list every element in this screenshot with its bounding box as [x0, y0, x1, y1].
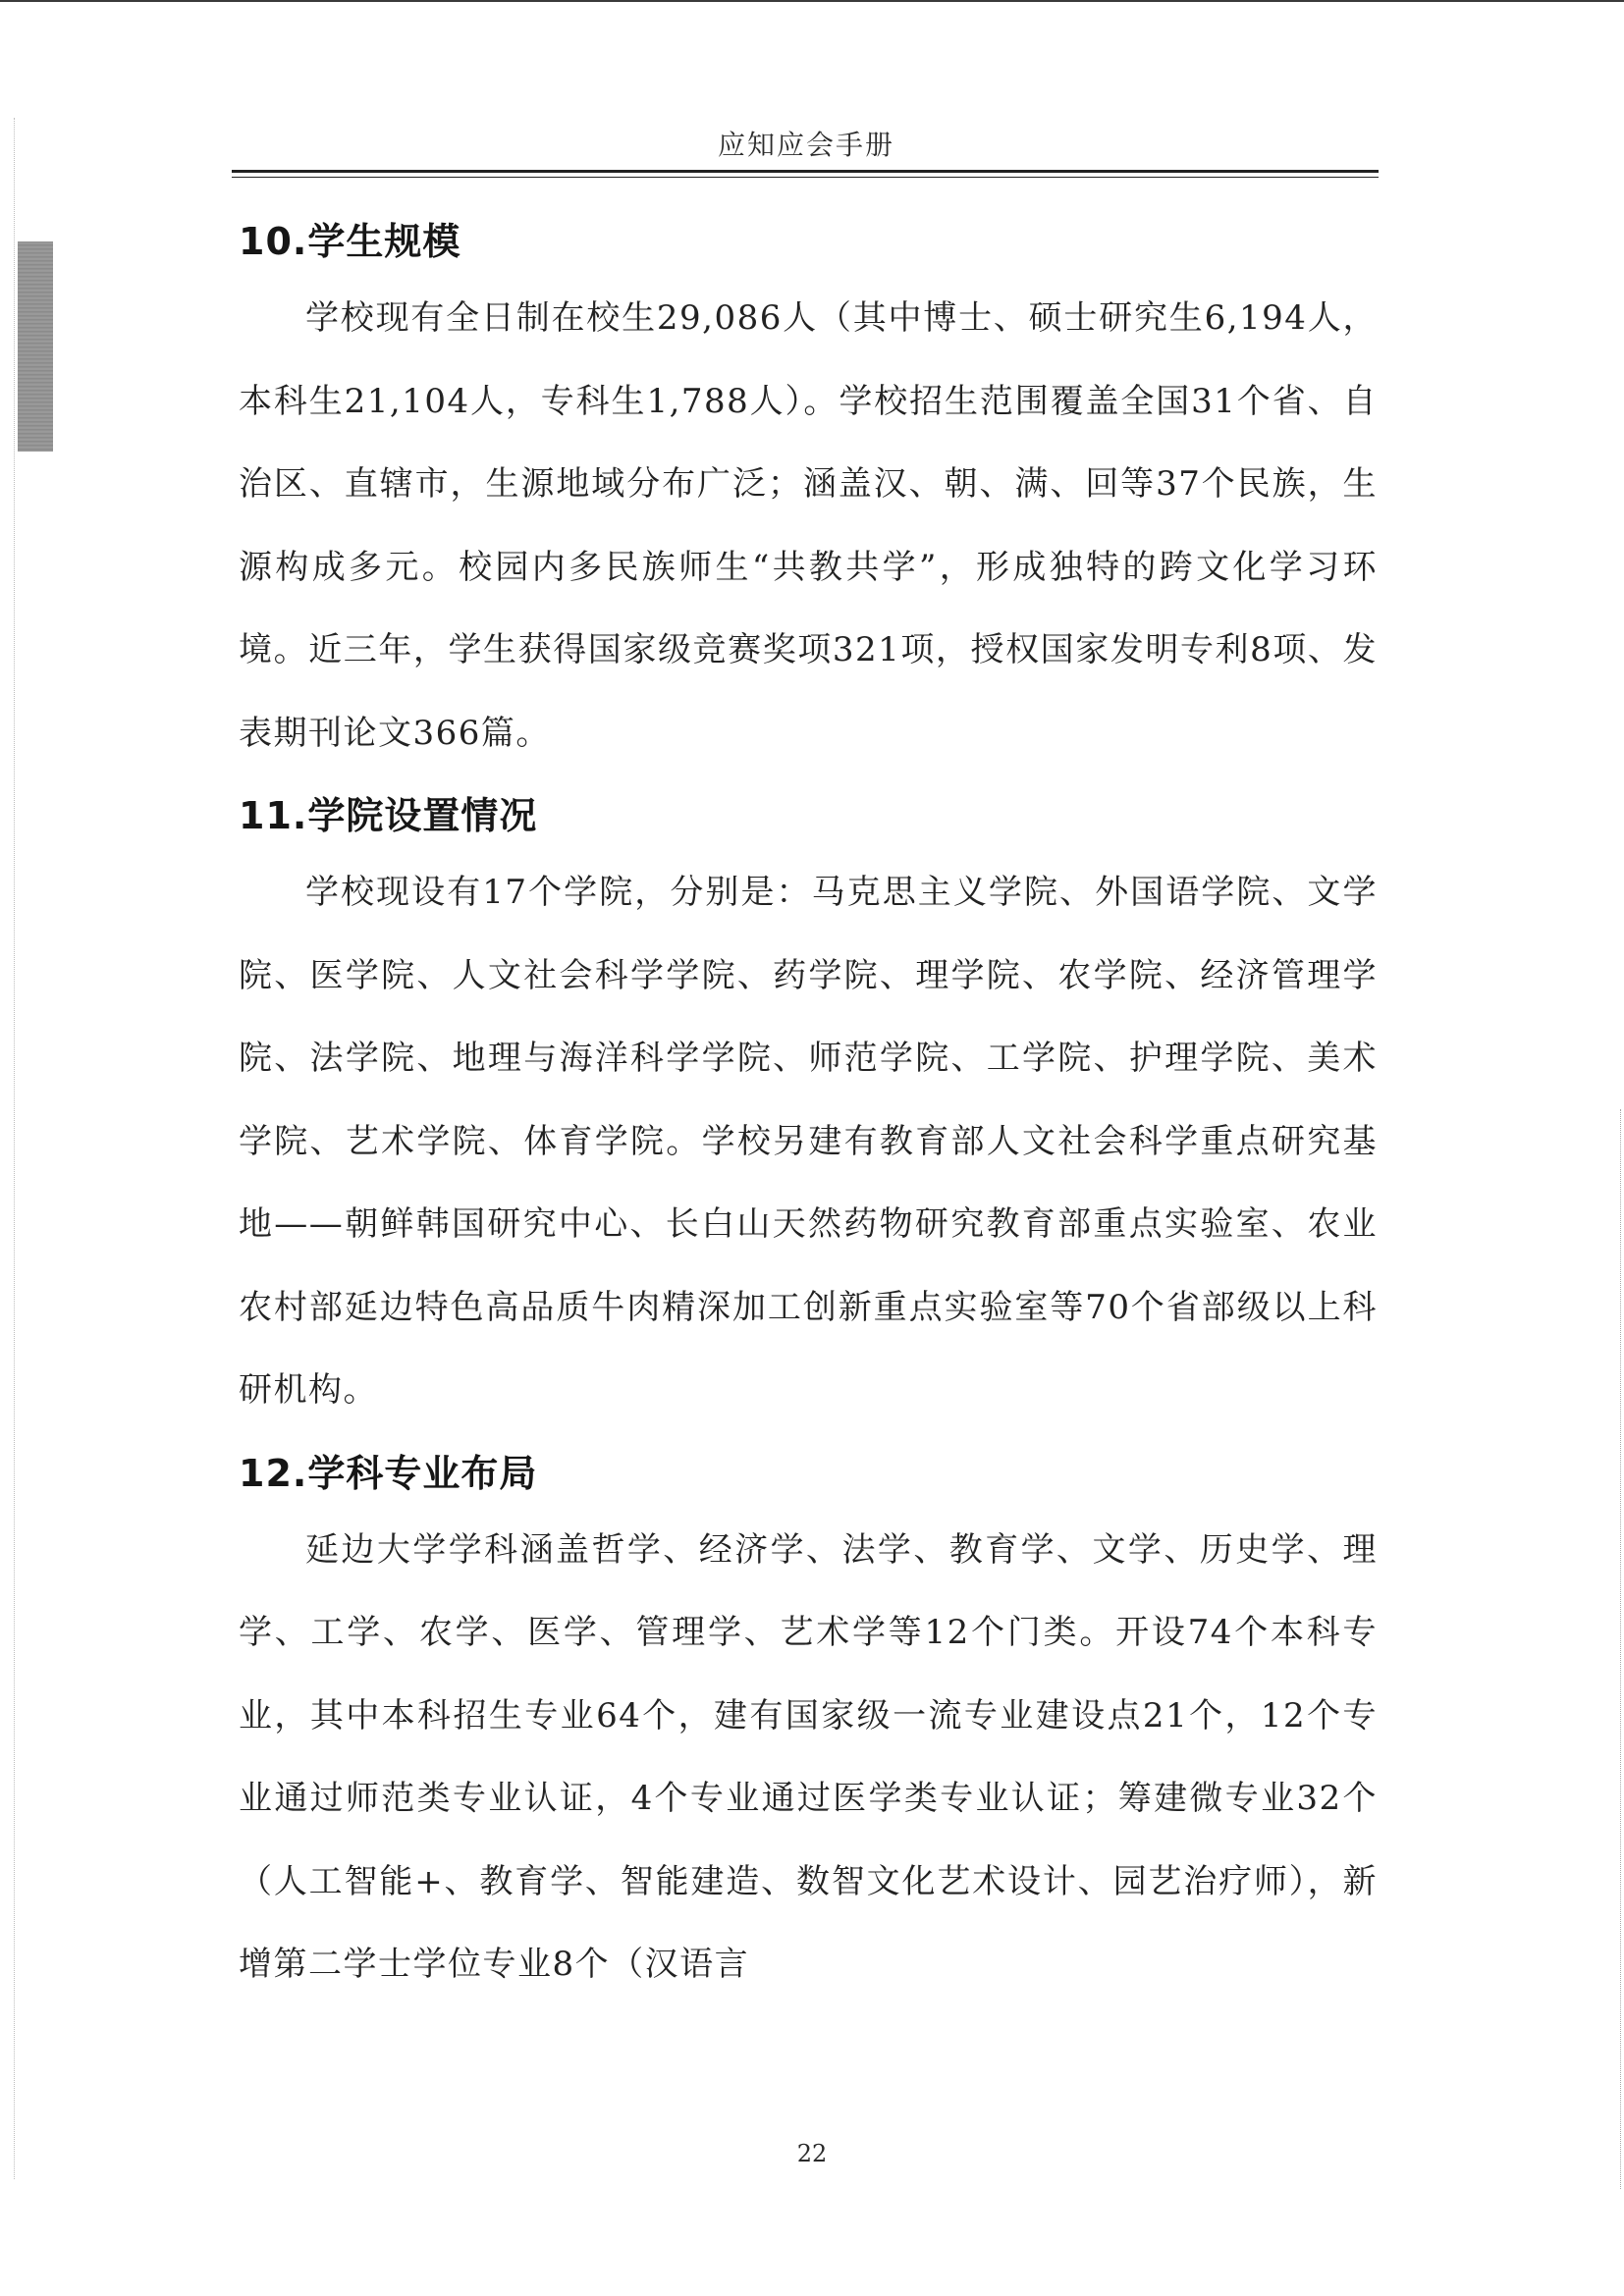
section-college-setup: [239, 780, 1378, 1432]
scan-left-margin-dots: [14, 118, 16, 2179]
page-content: [239, 206, 1378, 2012]
header-rule-thick: [232, 170, 1379, 173]
scan-right-margin-dots: [1620, 1109, 1622, 2189]
section-heading: 10.学生规模: [239, 220, 461, 263]
section-paragraph: 学校现有全日制在校生29,086人（其中博士、硕士研究生6,194人，本科生21,104人，专科生1,788人）。学校招生范围覆盖全国31个省、自治区、直辖市，生源地域分布广泛；涵盖汉、朝、满、回等37个民族，生源构成多元。校园内多民族师生“共教共学”，形成独特的跨文化学习环境。近三年，学生获得国家级竞赛奖项321项，授权国家发明专利8项、发表期刊论文366篇。: [239, 298, 1378, 753]
section-student-scale: [239, 206, 1378, 774]
section-paragraph: 延边大学学科涵盖哲学、经济学、法学、教育学、文学、历史学、理学、工学、农学、医学、管理学、艺术学等12个门类。开设74个本科专业，其中本科招生专业64个，建有国家级一流专业建设点21个，12个专业通过师范类专业认证，4个专业通过医学类专业认证；筹建微专业32个（人工智能+、教育学、智能建造、数智文化艺术设计、园艺治疗师），新增第二学士学位专业8个（汉语言: [239, 1529, 1378, 1984]
section-paragraph: 学校现设有17个学院，分别是：马克思主义学院、外国语学院、文学院、医学院、人文社会科学学院、药学院、理学院、农学院、经济管理学院、法学院、地理与海洋科学学院、师范学院、工学院、护理学院、美术学院、艺术学院、体育学院。学校另建有教育部人文社会科学重点研究基地——朝鲜韩国研究中心、长白山天然药物研究教育部重点实验室、农业农村部延边特色高品质牛肉精深加工创新重点实验室等70个省部级以上科研机构。: [239, 873, 1378, 1410]
scan-side-bar: [18, 241, 53, 452]
header-rule-thin: [232, 177, 1379, 178]
section-heading: 12.学科专业布局: [239, 1451, 538, 1495]
page-number: 22: [796, 2140, 828, 2167]
section-heading: 11.学院设置情况: [239, 794, 538, 837]
scan-top-edge: [0, 0, 1624, 2]
running-header: 应知应会手册: [717, 129, 894, 161]
section-discipline-layout: [239, 1438, 1378, 2006]
